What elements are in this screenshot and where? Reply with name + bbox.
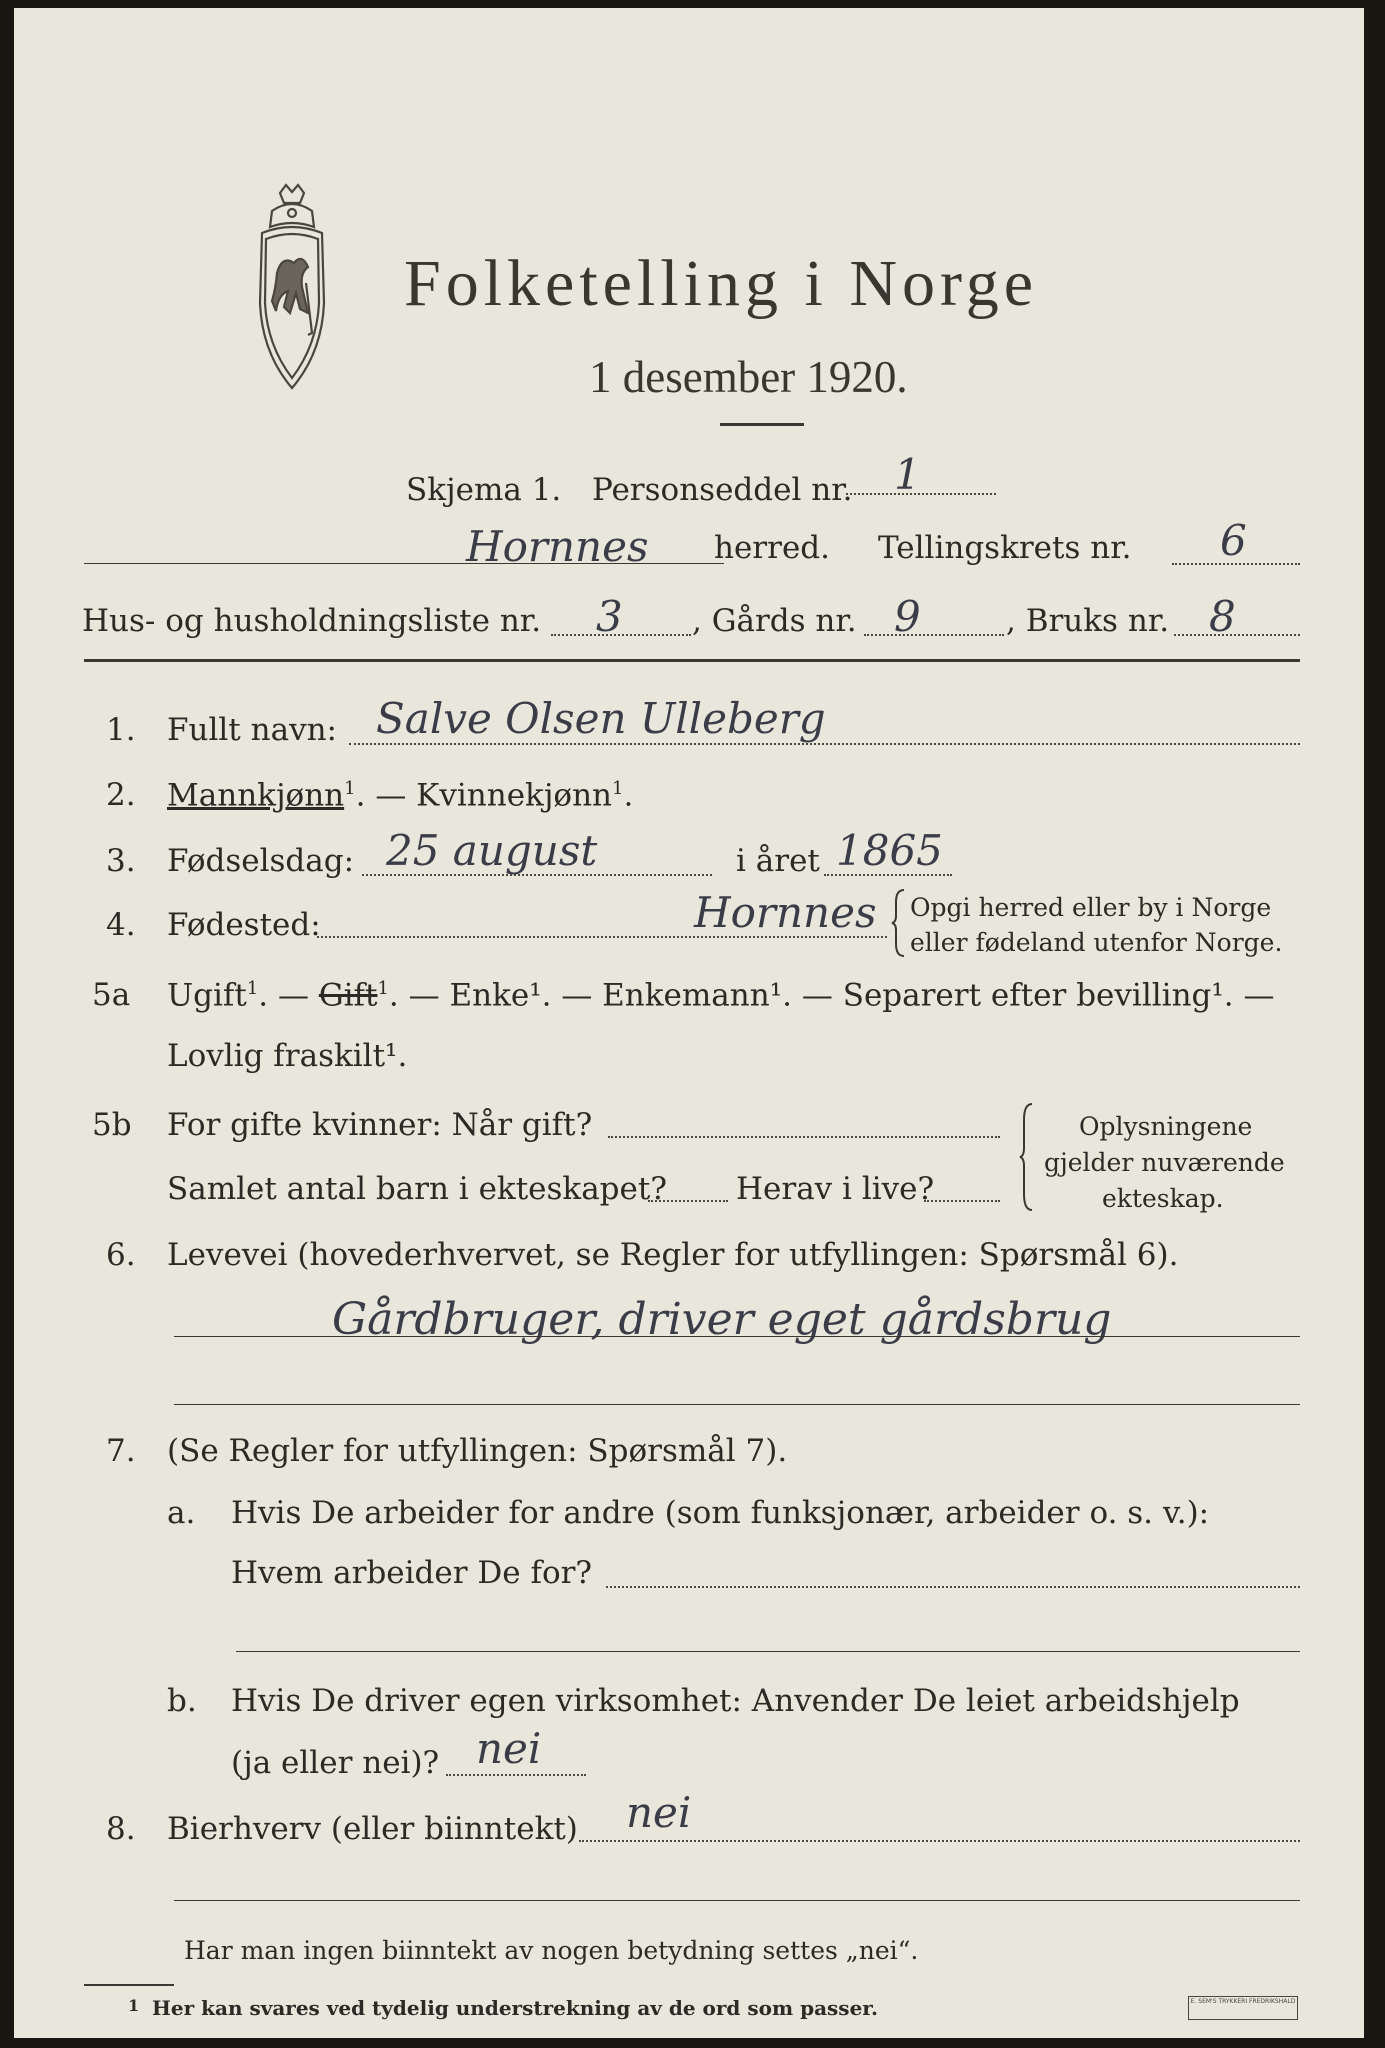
herred-value: Hornnes (466, 522, 649, 571)
q8-line1 (579, 1840, 1300, 1842)
q5a-gift-option: Gift (318, 977, 378, 1014)
q7a-label2: Hvem arbeider De for? (231, 1555, 593, 1591)
q2-footnote-mark-2: 1 (612, 778, 624, 799)
form-title: Folketelling i Norge (404, 247, 1039, 320)
q2-answer (167, 777, 634, 814)
q6-number: 6. (106, 1237, 136, 1273)
gards-line (864, 634, 1004, 636)
footnote-mark: 1 (128, 1996, 140, 2015)
q5b-line1 (608, 1136, 1000, 1138)
q5b-note-line3: ekteskap. (1102, 1184, 1224, 1213)
q4-value: Hornnes (694, 888, 877, 937)
q4-note-line1: Opgi herred eller by i Norge (910, 893, 1272, 922)
q8-label: Bierhverv (eller biinntekt) (167, 1811, 578, 1847)
q3-year-value: 1865 (836, 826, 943, 875)
q7a-letter: a. (167, 1495, 196, 1531)
footnote-text: Her kan svares ved tydelig understrekning av de ord som passer. (152, 1996, 878, 2020)
hus-label: Hus- og husholdningsliste nr. (82, 603, 542, 639)
q7-number: 7. (106, 1433, 136, 1469)
q7-label: (Se Regler for utfyllingen: Spørsmål 7). (167, 1433, 788, 1469)
q7b-line (446, 1774, 586, 1776)
q5b-number: 5b (92, 1107, 132, 1143)
q2-footnote-mark: 1 (344, 778, 356, 799)
q1-line (349, 743, 1300, 745)
q4-brace-icon (890, 888, 906, 958)
q1-value: Salve Olsen Ulleberg (376, 694, 826, 743)
q8-value: nei (626, 1788, 692, 1837)
q4-label: Fødested: (167, 907, 321, 943)
q5b-label2: Samlet antal barn i ekteskapet? (167, 1171, 667, 1207)
q5a-line2: Lovlig fraskilt¹. (167, 1038, 408, 1074)
q8-line2 (174, 1900, 1300, 1901)
gards-value: 9 (894, 592, 921, 641)
q5b-label1: For gifte kvinner: Når gift? (167, 1107, 593, 1143)
q4-note-line2: eller fødeland utenfor Norge. (910, 928, 1283, 957)
q5b-note-line1: Oplysningene (1079, 1112, 1253, 1141)
printer-stamp: E. SEM'S TRYKKERI FREDRIKSHALD (1188, 1996, 1298, 2020)
q5b-note-line2: gjelder nuværende (1044, 1148, 1285, 1177)
q5b-line3 (924, 1200, 1000, 1202)
header-divider (84, 659, 1300, 662)
footer-note: Har man ingen biinntekt av nogen betydning settes „nei“. (184, 1936, 919, 1965)
tellingskrets-value: 6 (1220, 516, 1247, 565)
q7a-line2 (236, 1651, 1300, 1652)
q2-female-option: Kvinnekjønn (416, 777, 613, 814)
q6-label: Levevei (hovederhvervet, se Regler for utfyllingen: Spørsmål 6). (167, 1237, 1179, 1273)
q7a-label: Hvis De arbeider for andre (som funksjonær, arbeider o. s. v.): (231, 1495, 1210, 1531)
q3-year-label: i året (736, 843, 820, 879)
q5a-line1-rest: . — Enke¹. — Enkemann¹. — Separert efter bevilling¹. — (388, 977, 1275, 1014)
q8-number: 8. (106, 1811, 136, 1847)
q2-number: 2. (106, 777, 136, 813)
q7a-line1 (606, 1586, 1300, 1588)
schema-label: Skjema 1. (406, 472, 562, 508)
q5a-number: 5a (92, 977, 131, 1013)
title-divider (720, 423, 804, 426)
census-form-page (14, 8, 1364, 2038)
q6-line1 (174, 1336, 1300, 1337)
person-label: Personseddel nr. (592, 472, 853, 508)
q7b-letter: b. (167, 1683, 197, 1719)
person-line (846, 493, 996, 495)
hus-value: 3 (596, 592, 623, 641)
q1-label: Fullt navn: (167, 712, 337, 748)
q5b-brace-icon (1018, 1102, 1034, 1212)
form-date: 1 desember 1920. (589, 352, 908, 402)
q2-end: . (623, 777, 634, 814)
herred-label: herred. (714, 530, 830, 566)
q5b-line2 (648, 1200, 728, 1202)
q3-label: Fødselsdag: (167, 843, 355, 879)
q4-number: 4. (106, 907, 136, 943)
q5b-label3: Herav i live? (736, 1171, 935, 1207)
q5a-line1: Ugift$^1$. — Gift$^1$. — Enke¹. — Enkemann¹. — Separert efter bevilling¹. — (167, 977, 1275, 1014)
q7b-value: nei (476, 1724, 542, 1773)
q7b-label: Hvis De driver egen virksomhet: Anvender De leiet arbeidshjelp (231, 1683, 1240, 1719)
person-value: 1 (894, 450, 921, 499)
q2-separator: . — (355, 777, 417, 814)
q6-value: Gårdbruger, driver eget gårdsbrug (332, 1294, 1112, 1345)
q7b-label2: (ja eller nei)? (231, 1745, 440, 1781)
norwegian-coat-of-arms-icon (242, 183, 342, 398)
gards-label: , Gårds nr. (692, 603, 857, 639)
q6-line2 (174, 1404, 1300, 1405)
tellingskrets-label: Tellingskrets nr. (878, 530, 1132, 566)
bruks-label: , Bruks nr. (1006, 603, 1170, 639)
footnote-divider (84, 1984, 174, 1986)
bruks-value: 8 (1209, 592, 1236, 641)
q5a-ugift-option: Ugift (167, 977, 247, 1014)
q2-male-option: Mannkjønn (167, 777, 345, 814)
q1-number: 1. (106, 712, 136, 748)
q3-value: 25 august (386, 826, 598, 875)
q3-number: 3. (106, 843, 136, 879)
bruks-line (1174, 634, 1300, 636)
